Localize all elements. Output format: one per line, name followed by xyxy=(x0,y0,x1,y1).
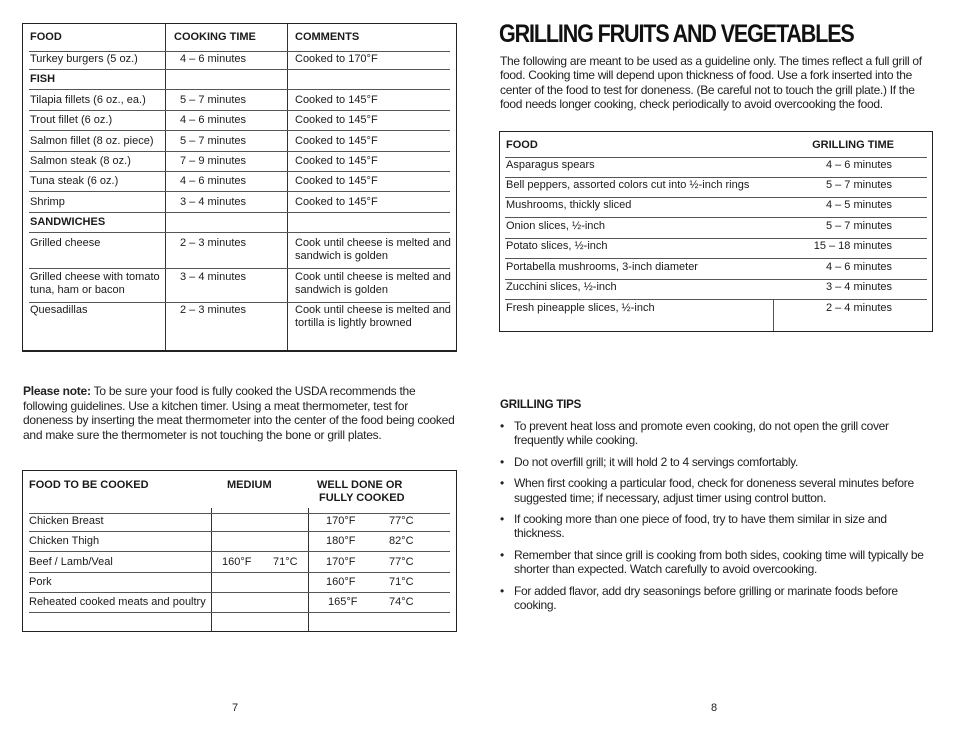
column-divider xyxy=(773,300,774,331)
food-name: Asparagus spears xyxy=(506,159,595,171)
food-name: Shrimp xyxy=(30,196,65,208)
header-food-to-be-cooked: FOOD TO BE COOKED xyxy=(29,479,149,491)
intro-paragraph: The following are meant to be used as a guideline only. The times reflect a full grill of food. Cooking time will depend upon thickness of food. Use a fork inserted into the center of the food to test for doneness. (Be careful not to touch the grill plate.) If the food needs longer cooking, check periodically to avoid overcooking the food. xyxy=(500,54,922,112)
header-grilling-time: GRILLING TIME xyxy=(812,139,894,151)
table-header-row xyxy=(23,479,456,509)
table-row xyxy=(23,535,456,552)
food-name: Chicken Breast xyxy=(29,515,104,527)
cooking-time: 4 – 6 minutes xyxy=(180,114,247,126)
tip-text: Remember that since grill is cooking from both sides, cooking time will typically be shorter than expected. Watch carefully to avoid overcooking. xyxy=(514,547,924,577)
table-row xyxy=(23,175,456,192)
well-done-fahrenheit: 160°F xyxy=(326,576,356,588)
list-item xyxy=(500,548,936,577)
food-name: Potato slices, ½-inch xyxy=(506,240,608,252)
comment: Cooked to 145°F xyxy=(295,175,378,187)
section-label: FISH xyxy=(30,73,56,85)
tip-text: Do not overfill grill; it will hold 2 to 4 servings comfortably. xyxy=(514,454,799,469)
food-name: Mushrooms, thickly sliced xyxy=(506,199,632,211)
table-row xyxy=(23,596,456,613)
list-item xyxy=(500,419,936,448)
table-row xyxy=(500,220,932,239)
food-name: Bell peppers, assorted colors cut into ½-inch rings xyxy=(506,179,750,191)
cooking-time: 3 – 4 minutes xyxy=(180,196,247,208)
grilling-time: 5 – 7 minutes xyxy=(825,220,892,232)
food-name: Onion slices, ½-inch xyxy=(506,220,606,232)
table-row xyxy=(23,271,456,303)
well-done-fahrenheit: 165°F xyxy=(328,596,358,608)
comment: Cook until cheese is melted and sandwich is golden xyxy=(295,237,451,262)
header-food: FOOD xyxy=(506,139,538,151)
table-row xyxy=(500,281,932,300)
section-row xyxy=(23,216,456,233)
food-name: Quesadillas xyxy=(30,304,88,316)
food-name: Salmon fillet (8 oz. piece) xyxy=(30,135,154,147)
food-name: Tuna steak (6 oz.) xyxy=(30,175,119,187)
table-row xyxy=(23,196,456,213)
bullet: • xyxy=(500,583,504,598)
grilling-time-table xyxy=(499,131,933,332)
list-item xyxy=(500,455,936,469)
section-row xyxy=(23,73,456,90)
grilling-time: 3 – 4 minutes xyxy=(825,281,892,293)
comment: Cooked to 170°F xyxy=(295,53,378,65)
header-medium: MEDIUM xyxy=(227,479,272,491)
well-done-celsius: 77°C xyxy=(389,515,414,527)
table-row xyxy=(500,240,932,259)
doneness-temperature-table xyxy=(22,470,457,632)
page-title: GRILLING FRUITS AND VEGETABLES xyxy=(499,20,854,48)
food-name: Pork xyxy=(29,576,52,588)
header-fully-cooked: FULLY COOKED xyxy=(319,492,405,504)
cooking-time: 2 – 3 minutes xyxy=(180,304,247,316)
bullet: • xyxy=(500,476,504,491)
list-item xyxy=(500,476,936,505)
cooking-time: 2 – 3 minutes xyxy=(180,237,247,249)
header-food: FOOD xyxy=(30,31,62,43)
cooking-time: 4 – 6 minutes xyxy=(180,53,247,65)
table-row xyxy=(23,94,456,111)
food-name: Portabella mushrooms, 3-inch diameter xyxy=(506,261,698,273)
table-row xyxy=(23,53,456,70)
comment: Cook until cheese is melted and sandwich is golden xyxy=(295,271,451,296)
comment: Cooked to 145°F xyxy=(295,155,378,167)
cooking-time: 5 – 7 minutes xyxy=(180,135,247,147)
table-row xyxy=(23,304,456,338)
food-name: Zucchini slices, ½-inch xyxy=(506,281,617,293)
page-number: 8 xyxy=(711,702,718,714)
table-row xyxy=(500,261,932,280)
grilling-time: 15 – 18 minutes xyxy=(813,240,892,252)
grilling-time: 2 – 4 minutes xyxy=(825,302,892,314)
usda-note xyxy=(23,384,455,442)
table-row xyxy=(23,515,456,532)
tip-text: If cooking more than one piece of food, try to have them similar in size and thickness. xyxy=(514,512,887,541)
header-well-done: WELL DONE OR xyxy=(317,479,403,491)
well-done-celsius: 74°C xyxy=(389,596,414,608)
well-done-fahrenheit: 170°F xyxy=(326,515,356,527)
table-row xyxy=(500,159,932,178)
page-number: 7 xyxy=(232,702,239,714)
grilling-time: 4 – 6 minutes xyxy=(825,159,892,171)
table-row xyxy=(23,135,456,152)
table-row xyxy=(23,237,456,269)
food-name: Salmon steak (8 oz.) xyxy=(30,155,131,167)
comment: Cooked to 145°F xyxy=(295,196,378,208)
table-header-row xyxy=(23,31,456,46)
comment: Cook until cheese is melted and tortilla is lightly browned xyxy=(295,304,451,329)
well-done-celsius: 71°C xyxy=(389,576,414,588)
cooking-time: 4 – 6 minutes xyxy=(180,175,247,187)
well-done-celsius: 77°C xyxy=(389,556,414,568)
grilling-tips-heading: GRILLING TIPS xyxy=(500,399,582,411)
grilling-tips-list xyxy=(500,419,936,619)
bullet: • xyxy=(500,512,504,527)
food-name: Chicken Thigh xyxy=(29,535,100,547)
tip-text: When first cooking a particular food, check for doneness several minutes before suggested time; if necessary, adjust timer using control button. xyxy=(514,476,914,505)
food-name: Tilapia fillets (6 oz., ea.) xyxy=(30,94,146,106)
note-text: To be sure your food is fully cooked the USDA recommends the following guidelines. Use a kitchen timer. Using a meat thermometer, test for doneness by inserting the meat thermometer into the center of the food being cooked and make sure the thermometer is not touching the bone or grill plates. xyxy=(23,384,455,442)
comment: Cooked to 145°F xyxy=(295,135,378,147)
comment: Cooked to 145°F xyxy=(295,94,378,106)
cooking-time: 5 – 7 minutes xyxy=(180,94,247,106)
header-cooking-time: COOKING TIME xyxy=(174,31,256,43)
medium-celsius: 71°C xyxy=(273,556,298,568)
list-item xyxy=(500,512,936,541)
well-done-fahrenheit: 170°F xyxy=(326,556,356,568)
grilling-time: 5 – 7 minutes xyxy=(825,179,892,191)
bullet: • xyxy=(500,454,504,469)
cooking-time: 7 – 9 minutes xyxy=(180,155,247,167)
food-name: Beef / Lamb/Veal xyxy=(29,556,113,568)
tip-text: To prevent heat loss and promote even cooking, do not open the grill cover frequently while cooking. xyxy=(514,419,889,448)
medium-fahrenheit: 160°F xyxy=(222,556,252,568)
list-item xyxy=(500,584,936,613)
food-name: Fresh pineapple slices, ½-inch xyxy=(506,302,655,314)
grilling-time: 4 – 6 minutes xyxy=(825,261,892,273)
table-row xyxy=(23,576,456,593)
food-name: Grilled cheese xyxy=(30,237,101,249)
comment: Cooked to 145°F xyxy=(295,114,378,126)
table-row xyxy=(500,199,932,218)
food-name: Turkey burgers (5 oz.) xyxy=(30,53,138,65)
bullet: • xyxy=(500,547,504,562)
table-row xyxy=(500,179,932,198)
table-row xyxy=(23,114,456,131)
bullet: • xyxy=(500,419,504,433)
food-name: Trout fillet (6 oz.) xyxy=(30,114,113,126)
food-name: Grilled cheese with tomato tuna, ham or bacon xyxy=(30,271,160,296)
note-label: Please note: xyxy=(23,384,91,398)
table-row xyxy=(23,155,456,172)
header-comments: COMMENTS xyxy=(295,31,360,43)
cooking-time-table xyxy=(22,23,457,352)
cooking-time: 3 – 4 minutes xyxy=(180,271,247,283)
well-done-fahrenheit: 180°F xyxy=(326,535,356,547)
table-row xyxy=(23,556,456,573)
table-row xyxy=(500,302,932,321)
food-name: Reheated cooked meats and poultry xyxy=(29,596,206,608)
table-header-row xyxy=(500,139,932,158)
grilling-time: 4 – 5 minutes xyxy=(825,199,892,211)
well-done-celsius: 82°C xyxy=(389,535,414,547)
tip-text: For added flavor, add dry seasonings before grilling or marinate foods before cooking. xyxy=(514,583,898,613)
section-label: SANDWICHES xyxy=(30,216,106,228)
